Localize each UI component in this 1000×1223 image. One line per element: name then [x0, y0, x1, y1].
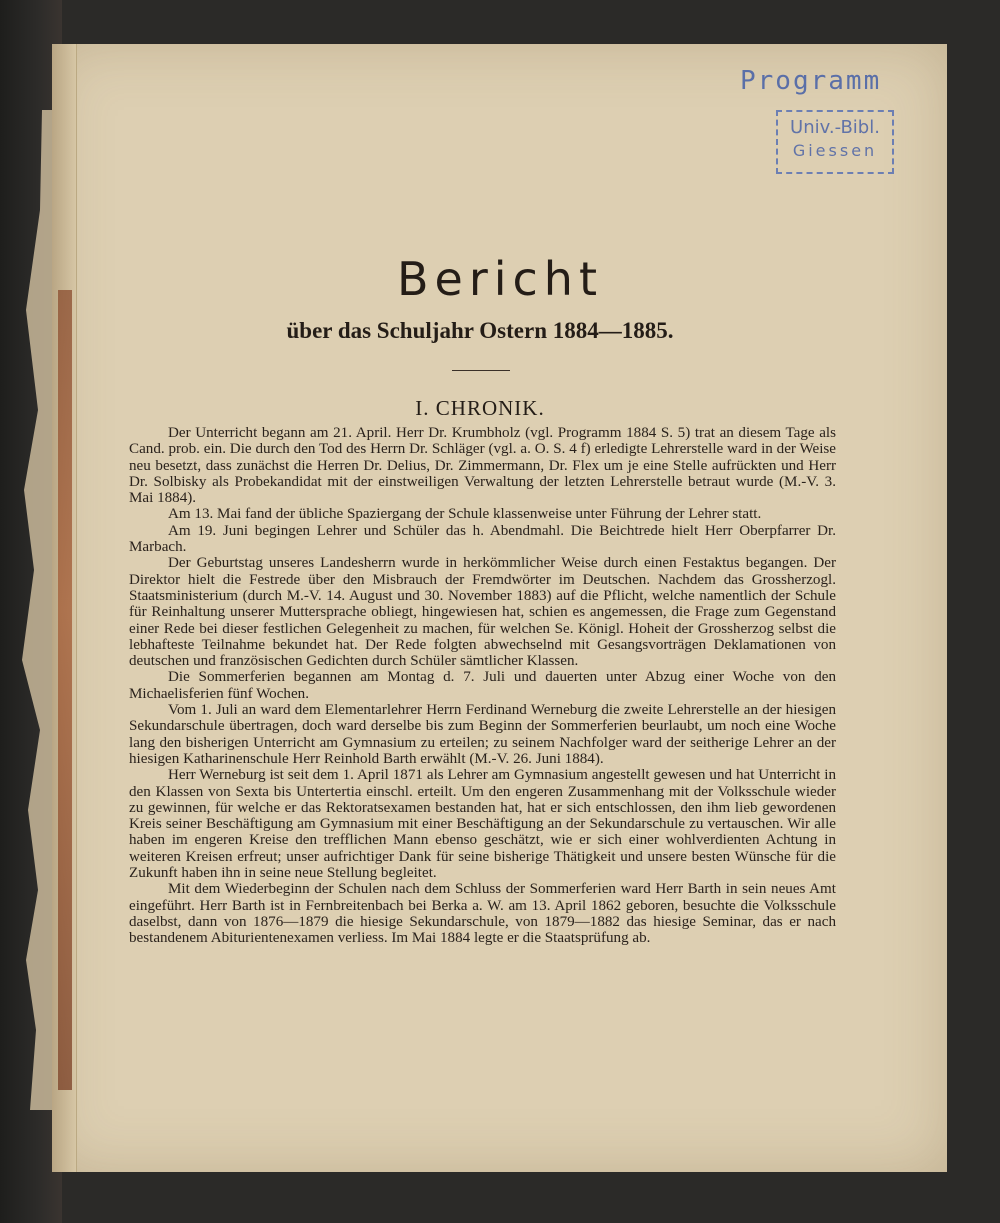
paragraph: Vom 1. Juli an ward dem Elementarlehrer Herrn Ferdinand Werneburg die zweite Lehrerstelle an der hiesigen Sekundarschule übertragen, doch ward derselbe bis zum Beginn der Sommerferien beurlaubt, um noch eine Woche lang den bisherigen Unterricht am Gymnasium zu erteilen; zu seinem Nachfolger ward der seitherige Lehrer an der hiesigen Katharinenschule Herr Reinhold Barth erwählt (M.-V. 26. Juni 1884). — [129, 702, 836, 767]
divider — [452, 370, 510, 371]
paragraph: Der Geburtstag unseres Landesherrn wurde in herkömmlicher Weise durch einen Festaktus begangen. Der Direktor hielt die Festrede über den Misbrauch der Fremdwörter im Deutschen. Nachdem das Grossherzogl. Staatsministerium (durch M.-V. 14. August und 30. November 1883) auf die Pflicht, welche namentlich der Schule für Reinhaltung unserer Muttersprache obliegt, hingewiesen hat, schien es angemessen, die Frage zum Gegenstand einer Rede bei dieser festlichen Gelegenheit zu machen, für welchen Se. Königl. Hoheit der Grossherzog selbst die lebhafteste Teilnahme bekundet hat. Der Rede folgten abwechselnd mit Gesangsvorträgen Deklamationen von deutschen und französischen Gedichten durch Schüler sämtlicher Klassen. — [129, 555, 836, 670]
paragraph: Die Sommerferien begannen am Montag d. 7. Juli und dauerten unter Abzug einer Woche von den Michaelisferien fünf Wochen. — [129, 669, 836, 702]
library-stamp — [776, 110, 894, 174]
paragraph: Am 19. Juni begingen Lehrer und Schüler das h. Abendmahl. Die Beichtrede hielt Herr Oberpfarrer Dr. Marbach. — [129, 522, 836, 556]
body-text — [129, 425, 836, 947]
paragraph: Der Unterricht begann am 21. April. Herr Dr. Krumbholz (vgl. Programm 1884 S. 5) trat an diesem Tage als Cand. prob. ein. Die durch den Tod des Herrn Dr. Schläger (vgl. a. O. S. 4 f) erledigte Lehrerstelle ward in der Weise neu besetzt, dass zunächst die Herren Dr. Delius, Dr. Zimmermann, Dr. Flex um je eine Stelle aufrückten und Herr Dr. Solbisky als Probekandidat mit der einstweiligen Verwaltung der letzten Lehrerstelle betraut wurde (M.-V. 3. Mai 1884). — [129, 425, 836, 507]
paragraph: Herr Werneburg ist seit dem 1. April 1871 als Lehrer am Gymnasium angestellt gewesen und hat Unterricht in den Klassen von Sexta bis Untertertia einschl. erteilt. Um den engeren Zusammenhang mit der Volksschule wieder zu gewinnen, für welche er das Rektoratsexamen bestanden hat, hat er sich entschlossen, den ihm lieb gewordenen Kreis seiner Beschäftigung am Gymnasium mit einer Beschäftigung an der Sekundarschule zu vertauschen. Wir alle haben im engeren Kreise den trefflichen Mann ebenso geschätzt, wie er sich einer wohlverdienten Achtung in weiteren Kreisen erfreut; unser aufrichtiger Dank für seine bisherige Thätigkeit und unsere besten Wünsche für die Zukunft haben ihn in seine neue Stellung begleitet. — [129, 767, 836, 882]
paragraph: Am 13. Mai fand der übliche Spaziergang der Schule klassenweise unter Führung der Lehrer statt. — [168, 506, 762, 523]
page-title: Bericht — [396, 252, 604, 306]
section-heading: I. CHRONIK. — [415, 396, 545, 420]
library-stamp-line1: Univ.-Bibl. — [790, 117, 880, 138]
library-stamp-line2: Giessen — [792, 141, 878, 160]
paragraph: Mit dem Wiederbeginn der Schulen nach dem Schluss der Sommerferien ward Herr Barth in sein neues Amt eingeführt. Herr Barth ist in Fernbreitenbach bei Berka a. W. am 13. April 1862 geboren, besuchte die Volksschule daselbst, dann von 1876—1879 die hiesige Sekundarschule, von 1879—1882 das hiesige Seminar, das er nach bestandenem Abiturientenexamen verliess. Im Mai 1884 legte er die Staatsprüfung ab. — [129, 881, 836, 947]
page-subtitle: über das Schuljahr Ostern 1884—1885. — [286, 318, 674, 343]
program-stamp: Programm — [740, 66, 882, 96]
